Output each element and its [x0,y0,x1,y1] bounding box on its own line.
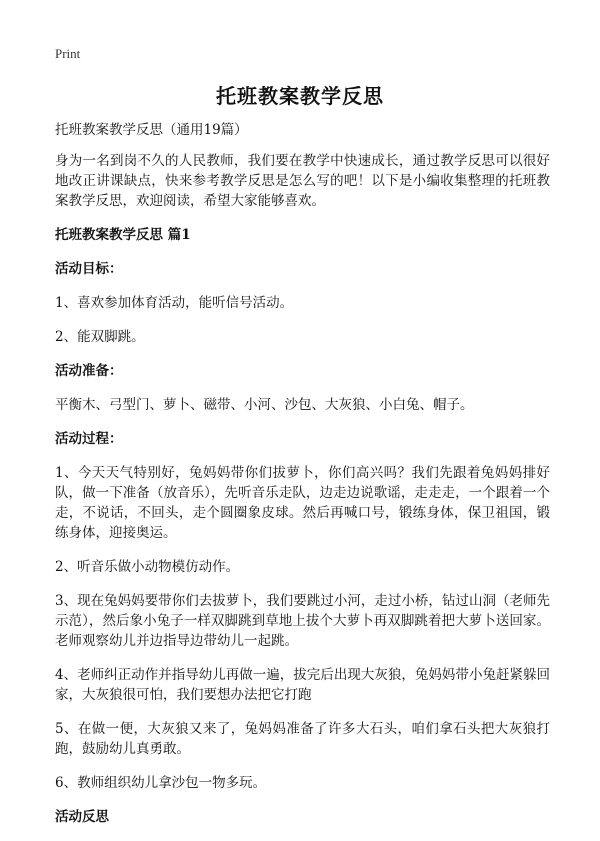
section-title: 托班教案教学反思 篇1 [55,227,191,243]
document-subtitle: 托班教案教学反思（通用19篇） [55,122,248,138]
goal-item: 1、喜欢参加体育活动，能听信号活动。 [55,295,294,311]
goals-heading: 活动目标： [55,261,123,277]
process-step: 1、今天天气特别好，兔妈妈带你们拔萝卜，你们高兴吗？我们先跟着兔妈妈排好队，做一下准备（放音乐），先听音乐走队，边走边说歌谣，走走走，一个跟着一个走，不说话，不回头，走个圆圈象皮球。然后再喊口号，锻练身体，保卫祖国，锻练身体，迎接奥运。 [55,465,550,541]
reflection-heading: 活动反思 [55,809,109,825]
prep-heading: 活动准备： [55,363,123,379]
process-step: 6、教师组织幼儿拿沙包一物多玩。 [55,775,267,791]
process-step: 3、现在兔妈妈要带你们去拔萝卜，我们要跳过小河，走过小桥，钻过山洞（老师先示范），然后象小兔子一样双脚跳到草地上拔个大萝卜再双脚跳着把大萝卜送回家。老师观察幼儿并边指导边带幼儿一起跳。 [55,593,550,649]
process-step: 4、老师纠正动作并指导幼儿再做一遍，拔完后出现大灰狼，兔妈妈带小兔赶紧躲回家，大灰狼很可怕，我们要想办法把它打跑 [55,667,550,703]
page-title: 托班教案教学反思 [216,84,384,108]
process-heading: 活动过程： [55,431,123,447]
process-step: 2、听音乐做小动物模仿动作。 [55,559,240,575]
prep-text: 平衡木、弓型门、萝卜、磁带、小河、沙包、大灰狼、小白兔、帽子。 [55,397,474,413]
intro-paragraph: 身为一名到岗不久的人民教师，我们要在教学中快速成长，通过教学反思可以很好地改正讲课缺点，快来参考教学反思是怎么写的吧！以下是小编收集整理的托班教案教学反思，欢迎阅读，希望大家能够喜欢。 [55,153,550,209]
process-step: 5、在做一便，大灰狼又来了，兔妈妈准备了许多大石头，咱们拿石头把大灰狼打跑，鼓励幼儿真勇敢。 [55,721,550,757]
goal-item: 2、能双脚跳。 [55,329,145,345]
document-body [55,120,550,841]
print-label: Print [55,46,81,61]
